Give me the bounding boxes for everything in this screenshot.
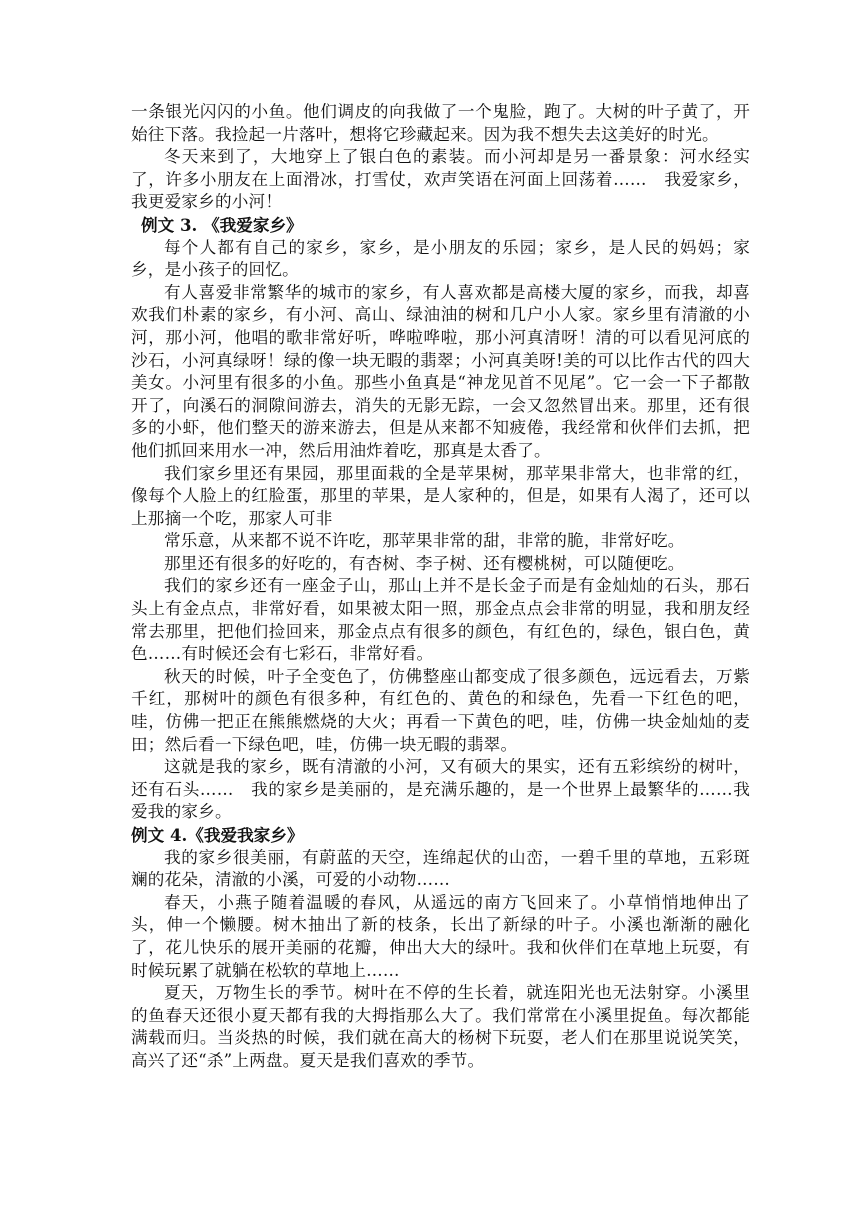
paragraph: 冬天来到了，大地穿上了银白色的素装。而小河却是另一番景象：河水经实了，许多小朋友在上面滑冰，打雪仗，欢声笑语在河面上回荡着…… 我爱家乡，我更爱家乡的小河！ [131,147,750,212]
paragraph: 常乐意，从来都不说不许吃，那苹果非常的甜，非常的脆，非常好吃。 [164,531,685,551]
paragraph: 每个人都有自己的家乡，家乡，是小朋友的乐园；家乡，是人民的妈妈；家乡，是小孩子的回忆。 [131,237,750,280]
paragraph: 有人喜爱非常繁华的城市的家乡，有人喜欢都是高楼大厦的家乡，而我，却喜欢我们朴素的家乡，有小河、高山、绿油油的树和几户小人家。家乡里有清澈的小河，那小河，他唱的歌非常好听，哗啦哗啦，那小河真清呀！清的可以看见河底的沙石，小河真绿呀！绿的像一块无暇的翡翠；小河真美呀!美的可以比作古代的四大美女。小河里有很多的小鱼。那些小鱼真是“神龙见首不见尾”。它一会一下子都散开了，向溪石的洞隙间游去，消失的无影无踪，一会又忽然冒出来。那里，还有很多的小虾，他们整天的游来游去，但是从来都不知疲倦，我经常和伙伴们去抓，把他们抓回来用水一冲，然后用油炸着吃，那真是太香了。 [131,282,750,460]
paragraph: 我的家乡很美丽，有蔚蓝的天空，连绵起伏的山峦，一碧千里的草地，五彩斑斓的花朵，清澈的小溪，可爱的小动物…… [131,847,750,890]
paragraph: 这就是我的家乡，既有清澈的小河，又有硕大的果实，还有五彩缤纷的树叶，还有石头…… 我的家乡是美丽的，是充满乐趣的，是一个世界上最繁华的……我爱我的家乡。 [131,757,750,822]
paragraph: 我们家乡里还有果园，那里面栽的全是苹果树，那苹果非常大，也非常的红，像每个人脸上的红脸蛋，那里的苹果，是人家种的，但是，如果有人渴了，还可以上那摘一个吃，那家人可非 [131,463,750,528]
section-heading: 例文 4.《我爱我家乡》 [131,825,304,845]
paragraph: 秋天的时候，叶子全变色了，仿佛整座山都变成了很多颜色，远远看去，万紫千红，那树叶的颜色有很多种，有红色的、黄色的和绿色，先看一下红色的吧，哇，仿佛一把正在熊熊燃烧的大火；再看一下黄色的吧，哇，仿佛一块金灿灿的麦田；然后看一下绿色吧，哇，仿佛一块无暇的翡翠。 [131,666,750,754]
section-heading: 例文 3. 《我爱家乡》 [141,214,303,235]
paragraph: 那里还有很多的好吃的，有杏树、李子树、还有樱桃树，可以随便吃。 [164,553,685,573]
paragraph: 夏天，万物生长的季节。树叶在不停的生长着，就连阳光也无法射穿。小溪里的鱼春天还很小夏天都有我的大拇指那么大了。我们常常在小溪里捉鱼。每次都能满载而归。当炎热的时候，我们就在高大的杨树下玩耍，老人们在那里说说笑笑，高兴了还“杀”上两盘。夏天是我们喜欢的季节。 [131,983,750,1070]
paragraph: 我们的家乡还有一座金子山，那山上并不是长金子而是有金灿灿的石头，那石头上有金点点，非常好看，如果被太阳一照，那金点点会非常的明显，我和朋友经常去那里，把他们捡回来，那金点点有很多的颜色，有红色的，绿色，银白色，黄色……有时候还会有七彩石，非常好看。 [131,576,750,664]
paragraph: 春天，小燕子随着温暖的春风，从遥远的南方飞回来了。小草悄悄地伸出了头，伸一个懒腰。树木抽出了新的枝条，长出了新绿的叶子。小溪也渐渐的融化了，花儿快乐的展开美丽的花瓣，伸出大大的绿叶。我和伙伴们在草地上玩耍，有时候玩累了就躺在松软的草地上…… [131,892,750,980]
paragraph: 一条银光闪闪的小鱼。他们调皮的向我做了一个鬼脸，跑了。大树的叶子黄了，开始往下落。我捡起一片落叶，想将它珍藏起来。因为我不想失去这美好的时光。 [131,102,750,144]
